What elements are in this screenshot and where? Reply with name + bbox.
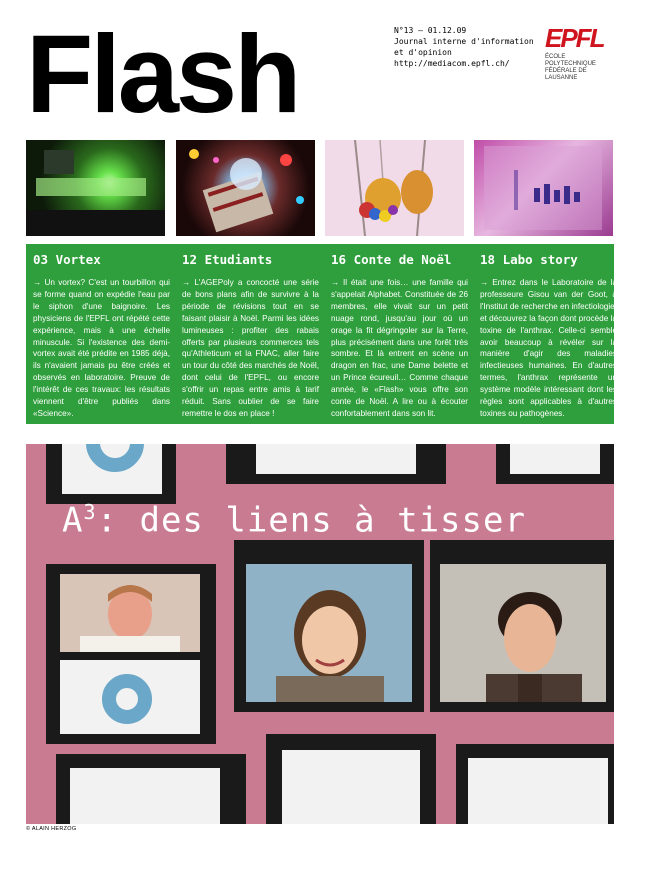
teaser-title[interactable]: 03 Vortex: [33, 252, 101, 267]
students-thumbnail[interactable]: [176, 140, 315, 236]
portrait-woman: [246, 564, 412, 702]
tagline-line-2: et d'opinion: [394, 48, 452, 57]
cube-block: [234, 540, 424, 712]
vortex-thumbnail[interactable]: [26, 140, 165, 236]
teaser-body: → L'AGEPoly a concocté une série de bons plans afin de survivre à la période de révisions tout en se faisant plaisir à Noël. Parmi les idées lumineuses : profiter des rabais offerts par plusieurs commerces tels qu'Athleticum et la FNAC, aller faire un tour du côté des marchés de Noël, dont celui de l'EPFL, ou encore s'offrir un repas entre amis à tarif réduit. Sans oublier de se faire remettre le dos en place !: [182, 278, 319, 418]
epfl-logo-line-2: FÉDÉRALE DE LAUSANNE: [545, 68, 587, 81]
fairy-tale-illustration: [325, 140, 464, 236]
teaser-students[interactable]: [182, 252, 319, 420]
headline-a: A: [62, 500, 84, 541]
cube-block: [496, 444, 614, 484]
portrait-man-right: [440, 564, 606, 702]
cube-block: [266, 734, 436, 824]
tagline-line-1: Journal interne d'information: [394, 37, 534, 46]
teaser-body: → Il était une fois… une famille qui s'appelait Alphabet. Constituée de 26 membres, elle vivait sur un petit nuage rond, jusqu'au jour où un orage la fit dégringoler sur la Terre, plus précisément dans une forêt très sombre. Et là entrent en scène un dragon en frac, une Dame belette et un Prince écureuil… Comme chaque année, le «Flash» vous offre son conte de Noël. A lire ou à écouter confortablement dans son lit.: [331, 278, 468, 418]
teaser-fairy-tale[interactable]: [331, 252, 468, 420]
cube-face: [70, 768, 220, 824]
fairy-tale-thumbnail[interactable]: [325, 140, 464, 236]
lab-story-thumbnail[interactable]: [474, 140, 613, 236]
cube-block: [430, 540, 614, 712]
teaser-lab-story[interactable]: [480, 252, 617, 420]
portrait-image: [246, 564, 412, 702]
article-teasers: [26, 244, 617, 424]
epfl-logo: [545, 25, 615, 82]
issue-url[interactable]: http://mediacom.epfl.ch/: [394, 59, 510, 68]
teaser-title[interactable]: 12 Etudiants: [182, 252, 273, 267]
cube-face: [282, 750, 420, 824]
cube-block: [456, 744, 614, 824]
portrait-image: [60, 574, 200, 652]
cube-face: [256, 444, 416, 474]
cube-block: [46, 564, 216, 744]
issue-number: N°13 – 01.12.09: [394, 26, 467, 35]
issue-info: [394, 25, 534, 69]
cube-block: [46, 444, 176, 504]
headline-superscript: 3: [83, 500, 97, 524]
cube-block: [226, 444, 446, 484]
ring-graphic: [102, 674, 152, 724]
teaser-body: → Un vortex? C'est un tourbillon qui se forme quand on expédie l'eau par le siphon d'une baignoire. Les physiciens de l'EPFL ont répété cette expérience, mais à une échelle minuscule. Si l'existence des demi-vortex avait été prédite en 1985 déjà, ils n'avaient jamais pu être créés et observés en laboratoire. Preuve de l'intérêt de ces travaux: les résultats viennent d'être publiés dans «Science».: [33, 278, 170, 418]
headline-text: : des liens à tisser: [96, 500, 526, 541]
cube-face: [468, 758, 608, 824]
teaser-body: → Entrez dans le Laboratoire de la professeure Gisou van der Goot, à l'Institut de recherche en infectiologie, et découvrez la façon dont procède la toxine de l'anthrax. Celle-ci semble avoir beaucoup à révéler sur la manière d'agir des maladies infectieuses humaines. En d'autres termes, l'anthrax représente un système modèle intéressant dont les règles sont applicables à d'autres toxines ou pathogènes.: [480, 278, 617, 418]
thumbnail-strip: [26, 140, 614, 236]
epfl-logo-mark: EPFL: [545, 23, 604, 53]
feature-headline: [62, 500, 526, 540]
masthead-title: Flash: [26, 13, 299, 136]
gift-image: [176, 140, 315, 236]
teaser-vortex[interactable]: [33, 252, 170, 420]
gel-image: [474, 140, 613, 236]
teaser-title[interactable]: 18 Labo story: [480, 252, 578, 267]
teaser-title[interactable]: 16 Conte de Noël: [331, 252, 452, 267]
portrait-image: [440, 564, 606, 702]
photo-credit: © ALAIN HERZOG: [26, 826, 77, 832]
epfl-logo-line-1: ÉCOLE POLYTECHNIQUE: [545, 54, 596, 67]
cube-face: [510, 444, 600, 474]
portrait-man-left: [60, 574, 200, 652]
feature-photo: [26, 444, 614, 824]
vortex-image: [26, 140, 165, 236]
cube-block: [56, 754, 246, 824]
